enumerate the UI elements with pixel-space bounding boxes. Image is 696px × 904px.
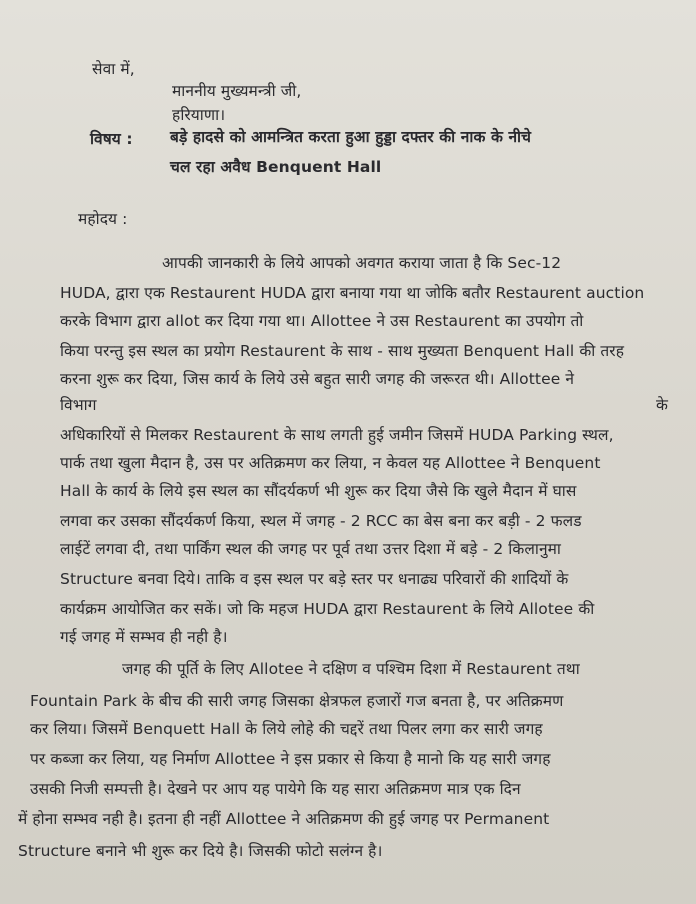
paragraph-line: में होना सम्भव नही है। इतना ही नहीं Allottee ने अतिक्रमण की हुई जगह पर Permanent <box>18 810 550 828</box>
paragraph-line: जगह की पूर्ति के लिए Allotee ने दक्षिण व पश्चिम दिशा में Restaurent तथा <box>122 660 580 678</box>
recipient-state: हरियाणा। <box>172 106 226 124</box>
paragraph-line: Structure बनाने भी शुरू कर दिये है। जिसकी फोटो सलंग्न है। <box>18 842 383 860</box>
subject-line-1: बड़े हादसे को आमन्त्रित करता हुआ हुड्डा दफ्तर की नाक के नीचे <box>170 128 532 146</box>
subject-label: विषय : <box>90 130 133 148</box>
paragraph-line: लाईटें लगवा दी, तथा पार्किंग स्थल की जगह पर पूर्व तथा उत्तर दिशा में बड़े - 2 किलानुमा <box>60 540 562 558</box>
paragraph-line: उसकी निजी सम्पत्ती है। देखने पर आप यह पायेगे कि यह सारा अतिक्रमण मात्र एक दिन <box>30 780 521 798</box>
paragraph-line: गई जगह में सम्भव ही नही है। <box>60 628 228 646</box>
paragraph-line: कार्यक्रम आयोजित कर सकें। जो कि महज HUDA द्वारा Restaurent के लिये Allotee की <box>60 600 595 618</box>
recipient-name: माननीय मुख्यमन्त्री जी, <box>172 82 302 100</box>
paragraph-line: किया परन्तु इस स्थल का प्रयोग Restaurent के साथ - साथ मुख्यता Benquent Hall की तरह <box>60 342 625 360</box>
paragraph-line: पर कब्जा कर लिया, यह निर्माण Allottee ने इस प्रकार से किया है मानो कि यह सारी जगह <box>30 750 551 768</box>
paragraph-line: विभाग <box>60 396 97 414</box>
subject-line-2: चल रहा अवैध Benquent Hall <box>170 158 382 176</box>
paragraph-line: HUDA, द्वारा एक Restaurent HUDA द्वारा बनाया गया था जोकि बतौर Restaurent auction <box>60 284 645 302</box>
paragraph-line: करके विभाग द्वारा allot कर दिया गया था। Allottee ने उस Restaurent का उपयोग तो <box>60 312 584 330</box>
paragraph-line: Hall के कार्य के लिये इस स्थल का सौंदर्यकर्ण भी शुरू कर दिया जैसे कि खुले मैदान में घास <box>60 482 577 500</box>
paragraph-line: लगवा कर उसका सौंदर्यकर्ण किया, स्थल में जगह - 2 RCC का बेस बना कर बड़ी - 2 फलड <box>60 512 582 530</box>
paragraph-line: के <box>655 396 668 414</box>
paragraph-line: अधिकारियों से मिलकर Restaurent के साथ लगती हुई जमीन जिसमें HUDA Parking स्थल, <box>60 426 614 444</box>
greeting: महोदय : <box>78 210 128 228</box>
paragraph-line: कर लिया। जिसमें Benquett Hall के लिये लोहे की चद्दरें तथा पिलर लगा कर सारी जगह <box>30 720 543 738</box>
paragraph-line: Fountain Park के बीच की सारी जगह जिसका क्षेत्रफल हजारों गज बनता है, पर अतिक्रमण <box>30 692 564 710</box>
paragraph-line: पार्क तथा खुला मैदान है, उस पर अतिक्रमण कर लिया, न केवल यह Allottee ने Benquent <box>60 454 601 472</box>
paragraph-line: Structure बनवा दिये। ताकि व इस स्थल पर बड़े स्तर पर धनाढ्य परिवारों की शादियों के <box>60 570 569 588</box>
paragraph-line: करना शुरू कर दिया, जिस कार्य के लिये उसे बहुत सारी जगह की जरूरत थी। Allottee ने <box>60 370 575 388</box>
salutation-to: सेवा में, <box>92 60 135 78</box>
paragraph-line: आपकी जानकारी के लिये आपको अवगत कराया जाता है कि Sec-12 <box>162 254 562 272</box>
